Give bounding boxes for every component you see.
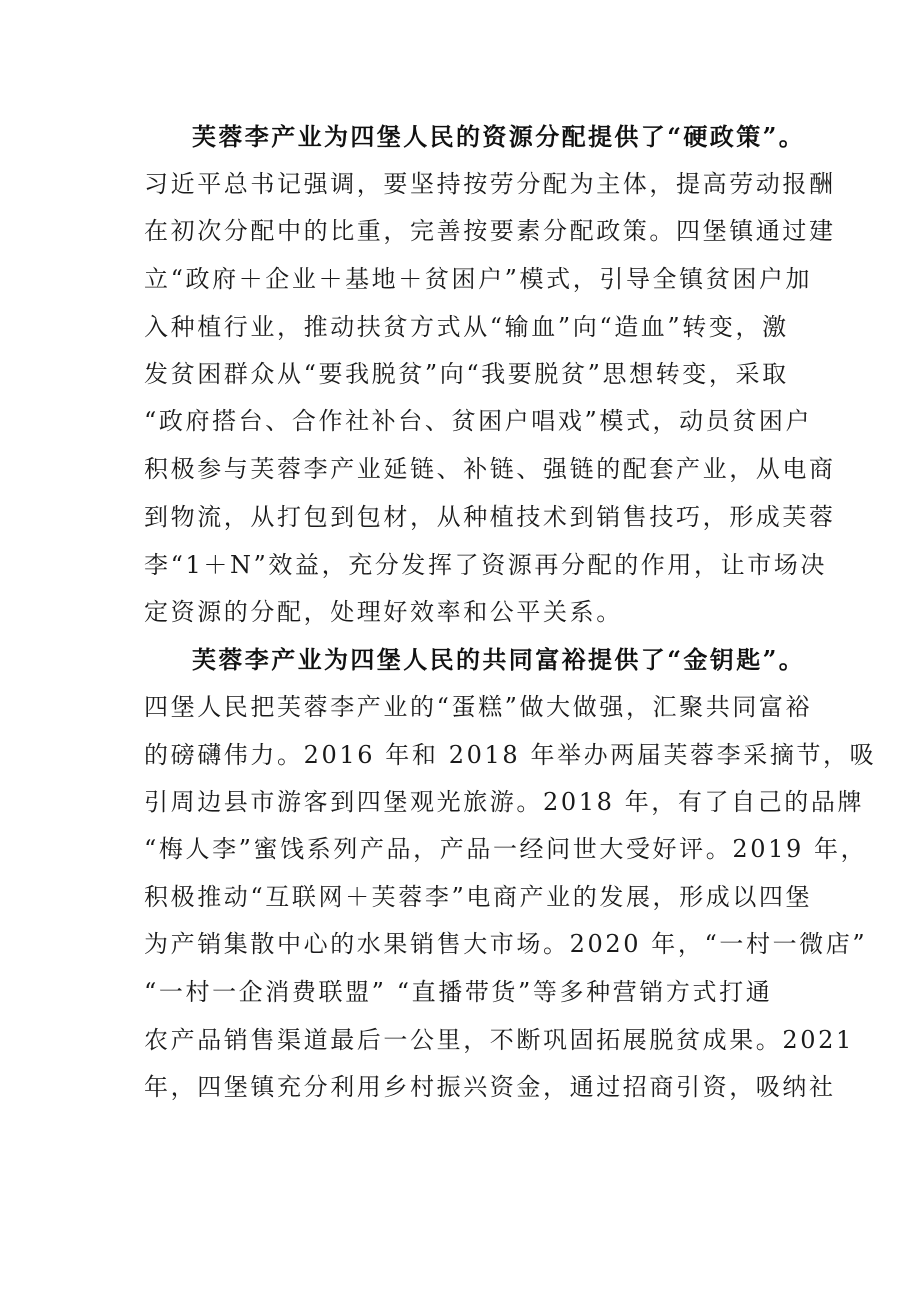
paragraph-line: 积极参与芙蓉李产业延链、补链、强链的配套产业，从电商 — [144, 455, 836, 483]
paragraph-line: “梅人李”蜜饯系列产品，产品一经问世大受好评。2019 年， — [144, 835, 868, 863]
paragraph-line: 李“1＋N”效益，充分发挥了资源再分配的作用，让市场决 — [144, 551, 828, 579]
paragraph-line: 入种植行业，推动扶贫方式从“输血”向“造血”转变，激 — [144, 313, 789, 341]
paragraph-line: 发贫困群众从“要我脱贫”向“我要脱贫”思想转变，采取 — [144, 360, 789, 388]
paragraph-line: 年，四堡镇充分利用乡村振兴资金，通过招商引资，吸纳社 — [144, 1073, 836, 1101]
paragraph-line: 引周边县市游客到四堡观光旅游。2018 年，有了自己的品牌 — [144, 788, 865, 816]
paragraph-line: 四堡人民把芙蓉李产业的“蛋糕”做大做强，汇聚共同富裕 — [144, 693, 813, 721]
paragraph-line: 定资源的分配，处理好效率和公平关系。 — [144, 598, 623, 626]
paragraph-heading: 芙蓉李产业为四堡人民的共同富裕提供了“金钥匙”。 — [192, 645, 806, 674]
paragraph-line: 在初次分配中的比重，完善按要素分配政策。四堡镇通过建 — [144, 217, 836, 245]
paragraph-heading: 芙蓉李产业为四堡人民的资源分配提供了“硬政策”。 — [192, 122, 806, 151]
paragraph-line: 农产品销售渠道最后一公里，不断巩固拓展脱贫成果。2021 — [144, 1026, 854, 1054]
paragraph-line: 到物流，从打包到包材，从种植技术到销售技巧，形成芙蓉 — [144, 503, 836, 531]
paragraph-line: 积极推动“互联网＋芙蓉李”电商产业的发展，形成以四堡 — [144, 883, 813, 911]
paragraph-line: 立“政府＋企业＋基地＋贫困户”模式，引导全镇贫困户加 — [144, 265, 813, 293]
paragraph-line: 为产销集散中心的水果销售大市场。2020 年，“一村一微店” — [144, 930, 868, 958]
paragraph-line: 的磅礴伟力。2016 年和 2018 年举办两届芙蓉李采摘节，吸 — [144, 741, 877, 769]
paragraph-line: “政府搭台、合作社补台、贫困户唱戏”模式，动员贫困户 — [144, 407, 813, 435]
paragraph-line: “一村一企消费联盟” “直播带货”等多种营销方式打通 — [144, 978, 773, 1006]
paragraph-line: 习近平总书记强调，要坚持按劳分配为主体，提高劳动报酬 — [144, 170, 836, 198]
